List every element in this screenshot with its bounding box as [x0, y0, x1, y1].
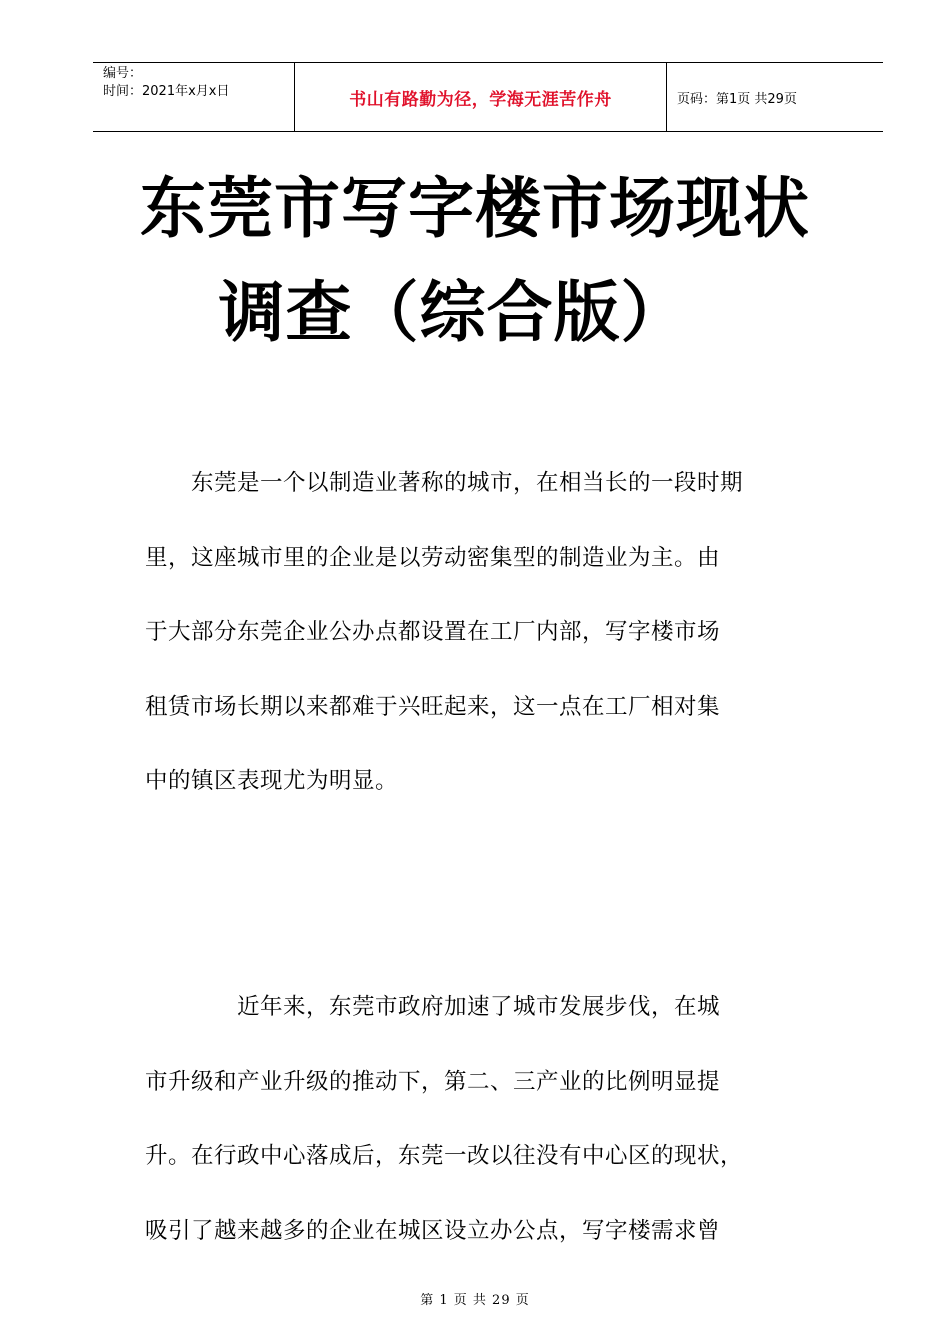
paragraph-line: 升。在行政中心落成后，东莞一改以往没有中心区的现状，	[145, 1143, 744, 1169]
paragraph-line: 中的镇区表现尤为明显。	[145, 768, 399, 794]
paragraph-line: 租赁市场长期以来都难于兴旺起来，这一点在工厂相对集	[145, 693, 721, 720]
document-time-label: 时间：2021年x月x日	[103, 84, 230, 99]
header-meta-cell	[93, 63, 295, 131]
header-page-info: 页码：第1页 共29页	[677, 91, 797, 107]
paragraph-line: 里，这座城市里的企业是以劳动密集型的制造业为主。由	[145, 544, 721, 571]
page-footer: 第 1 页 共 29 页	[420, 1293, 530, 1308]
header-motto-cell	[295, 63, 667, 131]
paragraph-line: 于大部分东莞企业公办点都设置在工厂内部，写字楼市场	[145, 619, 721, 645]
paragraph-line: 市升级和产业升级的推动下，第二、三产业的比例明显提	[145, 1068, 721, 1095]
body-paragraph-1	[145, 446, 825, 819]
header-page-cell	[667, 63, 883, 131]
body-paragraph-2	[145, 970, 825, 1268]
document-title-line-1: 东莞市写字楼市场现状	[140, 170, 810, 247]
paragraph-line: 近年来，东莞市政府加速了城市发展步伐，在城	[145, 994, 721, 1020]
document-number-label: 编号：	[103, 66, 143, 81]
paragraph-line: 东莞是一个以制造业著称的城市，在相当长的一段时期	[145, 470, 744, 496]
page-header	[93, 62, 883, 132]
paragraph-line: 吸引了越来越多的企业在城区设立办公点，写字楼需求曾	[145, 1217, 721, 1244]
document-title-line-2: 调查（综合版）	[218, 274, 688, 351]
header-motto: 书山有路勤为径，学海无涯苦作舟	[349, 89, 612, 110]
